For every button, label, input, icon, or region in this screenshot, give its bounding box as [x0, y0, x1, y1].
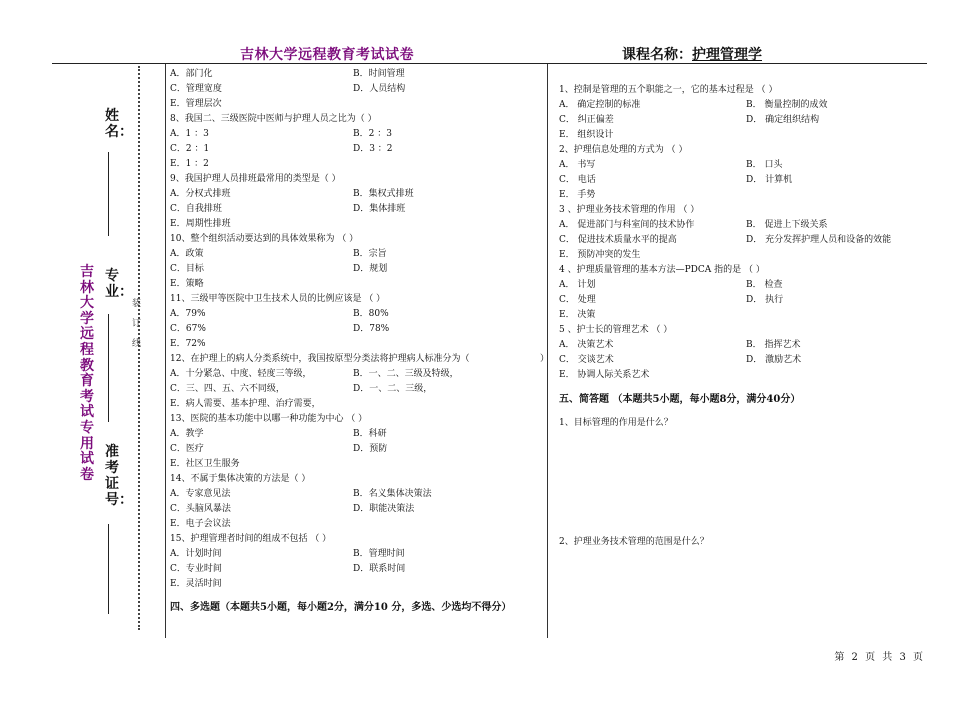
question-line: [559, 203, 929, 218]
line-text: 13、医院的基本功能中以哪一种功能为中心 （ ）: [170, 414, 368, 424]
option-text: B．2 ：3: [353, 129, 392, 139]
question-line: [559, 233, 929, 248]
question-line: [170, 502, 542, 517]
question-line: [170, 157, 542, 172]
option-text: D．规划: [353, 264, 388, 274]
course-name: 护理管理学: [692, 47, 762, 63]
question-line: [170, 487, 542, 502]
line-text: E．1 ：2: [170, 159, 209, 169]
bind-char-ding: 订: [132, 319, 142, 329]
question-line: [170, 352, 550, 367]
question-line: [170, 427, 542, 442]
question-line: [559, 263, 929, 278]
question-line: [170, 577, 542, 592]
question-line: [170, 112, 542, 127]
line-text: C．医疗: [170, 444, 204, 454]
bind-char-zhuang: 装: [132, 299, 142, 309]
line-text: A．十分紧急、中度、轻度三等级，: [170, 369, 312, 379]
question-line: [170, 562, 542, 577]
left-question-column: [170, 67, 550, 615]
line-text: E． 预防冲突的发生: [559, 250, 641, 260]
option-text: B．名义集体决策法: [353, 489, 432, 499]
section-heading-short-answer: 五、简答题 （本题共5小题，每小题8分，满分40分）: [559, 394, 801, 405]
line-text: A． 计划: [559, 280, 596, 290]
line-text: C．目标: [170, 264, 204, 274]
line-text: C．三、四、五、六不同级，: [170, 384, 285, 394]
question-line: [170, 547, 542, 562]
right-question-column: [559, 83, 929, 550]
line-text: 10、整个组织活动要达到的具体效果称为 （ ）: [170, 234, 359, 244]
question-line: [559, 308, 929, 323]
line-text: A．1 ：3: [170, 129, 209, 139]
question-line: [170, 307, 542, 322]
question-line: [170, 127, 542, 142]
line-text: E．电子会议法: [170, 519, 231, 529]
question-line: [559, 113, 929, 128]
line-text: C． 交谈艺术: [559, 355, 614, 365]
question-line: [170, 397, 542, 412]
option-text: B．管理时间: [353, 549, 405, 559]
bind-char-xian: 线: [132, 339, 142, 349]
short-answer-question: 2、护理业务技术管理的范围是什么？: [559, 537, 709, 547]
option-text: B． 衡量控制的成效: [746, 100, 828, 110]
line-text: 4 、护理质量管理的基本方法—PDCA 指的是 （ ）: [559, 265, 765, 275]
line-text: C． 电话: [559, 175, 596, 185]
question-line: [170, 217, 542, 232]
option-text: B． 指挥艺术: [746, 340, 801, 350]
line-text: A． 促进部门与科室间的技术协作: [559, 220, 695, 230]
question-line: [170, 517, 542, 532]
major-field-line: [108, 314, 109, 422]
line-text: A．政策: [170, 249, 204, 259]
course-heading: [622, 44, 762, 64]
line-text: E．管理层次: [170, 99, 222, 109]
header-rule: [52, 63, 927, 64]
question-line: [559, 293, 929, 308]
option-text: D．78%: [353, 324, 390, 334]
name-label: 姓名：: [105, 108, 133, 140]
line-text: A．教学: [170, 429, 204, 439]
option-text: D．3 ：2: [353, 144, 393, 154]
question-line: [170, 442, 542, 457]
major-label: 专业：: [105, 268, 133, 300]
option-text: B．宗旨: [353, 249, 387, 259]
question-line: [559, 278, 929, 293]
line-text: A．79%: [170, 309, 206, 319]
option-text: D． 充分发挥护理人员和设备的效能: [746, 235, 892, 245]
left-column-border: [165, 64, 166, 638]
question-line: [559, 248, 929, 263]
question-line: [559, 143, 929, 158]
question-line: [170, 457, 542, 472]
line-text: 5 、护士长的管理艺术 （ ）: [559, 325, 673, 335]
option-text: B． 检查: [746, 280, 783, 290]
line-text: A．专家意见法: [170, 489, 231, 499]
line-text: E．周期性排班: [170, 219, 231, 229]
line-text: E．灵活时间: [170, 579, 222, 589]
question-line: [170, 82, 542, 97]
exam-id-field-line: [108, 524, 109, 614]
page-number: 第 2 页 共 3 页: [834, 652, 925, 663]
middle-column-border: [547, 64, 548, 638]
line-text: E． 决策: [559, 310, 596, 320]
line-text: E． 手势: [559, 190, 596, 200]
question-line: [170, 382, 542, 397]
line-text: C． 处理: [559, 295, 596, 305]
option-text: B．一、二、三级及特级，: [353, 369, 459, 379]
line-text: 8、我国二、三级医院中医师与护理人员之比为（ ）: [170, 114, 377, 124]
exam-id-label: 准考证号：: [105, 444, 133, 508]
line-text: A．部门化: [170, 69, 213, 79]
line-text: C．专业时间: [170, 564, 222, 574]
option-text: D． 执行: [746, 295, 784, 305]
line-text: C．67%: [170, 324, 206, 334]
question-line: [170, 367, 542, 382]
question-line: [170, 67, 542, 82]
question-line: [559, 323, 929, 338]
option-text: B．集权式排班: [353, 189, 414, 199]
line-text: A．分权式排班: [170, 189, 231, 199]
question-line: [170, 322, 542, 337]
line-text: C． 促进技术质量水平的提高: [559, 235, 677, 245]
name-field-line: [108, 152, 109, 236]
line-text: C．管理宽度: [170, 84, 222, 94]
line-text: 15、护理管理者时间的组成不包括 （ ）: [170, 534, 332, 544]
option-text: D．联系时间: [353, 564, 406, 574]
line-text: A． 确定控制的标准: [559, 100, 641, 110]
line-text: 3 、护理业务技术管理的作用 （ ）: [559, 205, 700, 215]
line-text: E． 协调人际关系艺术: [559, 370, 650, 380]
line-paren: ）: [540, 354, 550, 364]
question-line: [170, 172, 542, 187]
line-text: 11、三级甲等医院中卫生技术人员的比例应该是 （ ）: [170, 294, 386, 304]
question-line: [170, 247, 542, 262]
question-line: [170, 142, 542, 157]
question-line: [170, 472, 542, 487]
question-line: [559, 368, 929, 383]
question-line: [559, 98, 929, 113]
line-text: A． 决策艺术: [559, 340, 614, 350]
question-line: [559, 338, 929, 353]
question-line: [170, 277, 542, 292]
line-text: E．病人需要、基本护理、治疗需要，: [170, 399, 321, 409]
line-text: E． 组织设计: [559, 130, 614, 140]
question-line: [170, 187, 542, 202]
line-text: 12、在护理上的病人分类系统中，我国按原型分类法将护理病人标准分为（: [170, 354, 470, 364]
option-text: B．80%: [353, 309, 389, 319]
exam-title: 吉林大学远程教育考试试卷: [240, 47, 414, 63]
line-text: 14、不属于集体决策的方法是（ ）: [170, 474, 311, 484]
short-answer-question: 1、目标管理的作用是什么？: [559, 418, 673, 428]
question-line: [170, 262, 542, 277]
option-text: D．预防: [353, 444, 388, 454]
line-text: A．计划时间: [170, 549, 222, 559]
question-line: [170, 532, 542, 547]
question-line: [170, 202, 542, 217]
line-text: E．社区卫生服务: [170, 459, 240, 469]
question-line: [559, 218, 929, 233]
line-text: E．72%: [170, 339, 206, 349]
line-text: 1、控制是管理的五个职能之一，它的基本过程是 （ ）: [559, 85, 778, 95]
line-text: C．头脑风暴法: [170, 504, 231, 514]
question-line: [170, 292, 542, 307]
option-text: B． 促进上下级关系: [746, 220, 828, 230]
question-line: [170, 232, 542, 247]
question-line: [170, 97, 542, 112]
option-text: D．集体排班: [353, 204, 406, 214]
question-line: [559, 188, 929, 203]
line-text: 9、我国护理人员排班最常用的类型是（ ）: [170, 174, 341, 184]
question-line: [559, 158, 929, 173]
option-text: D． 确定组织结构: [746, 115, 820, 125]
line-text: C． 纠正偏差: [559, 115, 614, 125]
vertical-exam-title: 吉林大学远程教育考试专用试卷: [80, 264, 94, 483]
option-text: D． 计算机: [746, 175, 793, 185]
question-line: [170, 412, 542, 427]
question-line: [170, 337, 542, 352]
course-label: 课程名称：: [622, 47, 692, 63]
option-text: B．时间管理: [353, 69, 405, 79]
question-line: [559, 353, 929, 368]
option-text: D． 激励艺术: [746, 355, 802, 365]
question-line: [559, 83, 929, 98]
option-text: B．科研: [353, 429, 387, 439]
question-line: [559, 128, 929, 143]
line-text: 2、护理信息处理的方式为 （ ）: [559, 145, 688, 155]
option-text: B． 口头: [746, 160, 783, 170]
option-text: D．职能决策法: [353, 504, 415, 514]
question-line: [559, 173, 929, 188]
option-text: D．人员结构: [353, 84, 406, 94]
line-text: A． 书写: [559, 160, 596, 170]
section-heading-multiple-choice: 四、多选题（本题共5小题，每小题2分，满分10 分，多选、少选均不得分）: [170, 602, 512, 613]
line-text: E．策略: [170, 279, 204, 289]
line-text: C．2 ：1: [170, 144, 210, 154]
option-text: D．一、二、三级，: [353, 384, 433, 394]
line-text: C．自我排班: [170, 204, 222, 214]
